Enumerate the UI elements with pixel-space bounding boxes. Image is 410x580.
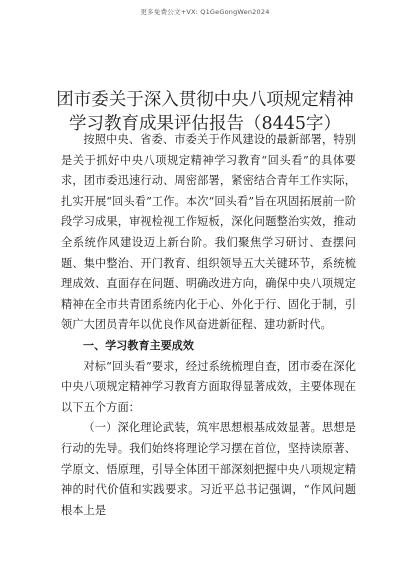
section-heading: 一、学习教育主要成效 bbox=[83, 338, 194, 352]
section-intro-paragraph: 对标“回头看”要求，经过系统梳理自查，团市委在深化中央八项规定精神学习教育方面取得显著成效，主要体现在以下五个方面： bbox=[61, 359, 356, 414]
intro-paragraph: 按照中央、省委、市委关于作风建设的最新部署，特别是关于抓好中央八项规定精神学习教育“回头看”的具体要求，团市委迅速行动、周密部署，紧密结合青年工作实际，扎实开展“回头看”工作。本次“回头看”旨在巩固拓展前一阶段学习成果，审视检视工作短板，深化问题整治实效，推动全系统作风建设迈上新台阶。我们聚焦学习研讨、查摆问题、集中整治、开门教育、组织领导五大关键环节，系统梳理成效、直面存在问题、明确改进方向，确保中央八项规定精神在全市共青团系统内化于心、外化于行、固化于制，引领广大团员青年以优良作风奋进新征程、建功新时代。 bbox=[61, 133, 356, 332]
subsection-paragraph: （一）深化理论武装，筑牢思想根基成效显著。思想是行动的先导。我们始终将理论学习摆在首位，坚持读原著、学原文、悟原理，引导全体团干部深刻把握中央八项规定精神的时代价值和实践要求。习近平总书记强调，“作风问题根本上是 bbox=[61, 421, 356, 517]
document-title: 团市委关于深入贯彻中央八项规定精神学习教育成果评估报告（8445字） bbox=[56, 89, 354, 134]
document-body bbox=[61, 130, 356, 521]
header-watermark-note: 更多免费公文+VX: Q1GeGongWen2024 bbox=[140, 8, 270, 16]
